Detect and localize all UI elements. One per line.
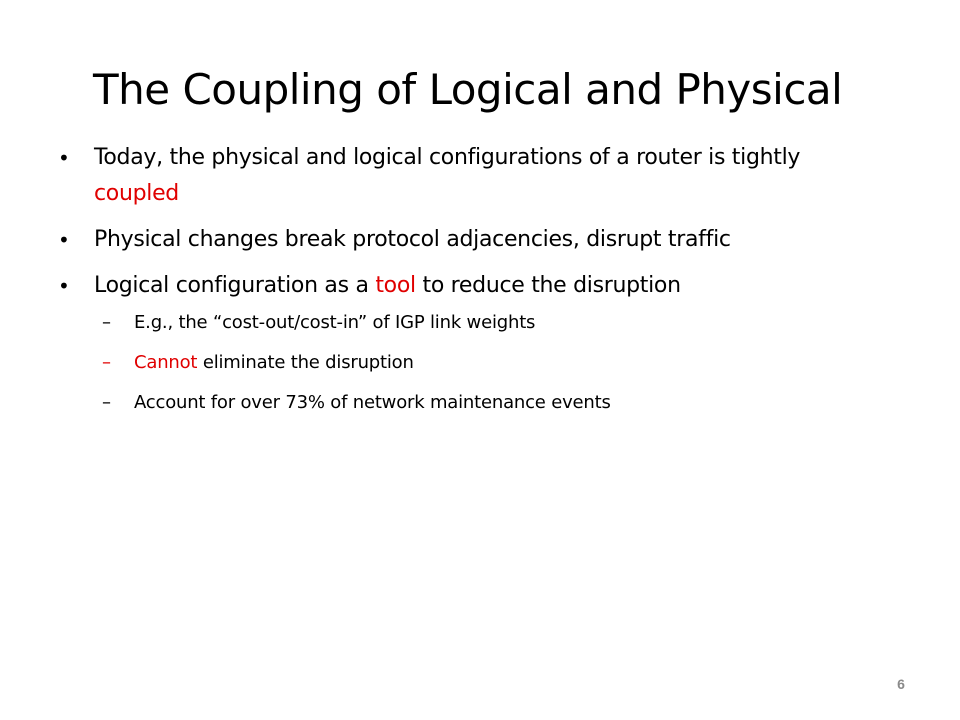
bullet-marker: • (58, 228, 70, 252)
sub-bullet-item (102, 350, 948, 376)
highlight-text: coupled (94, 181, 179, 206)
slide-title: The Coupling of Logical and Physical (93, 65, 843, 114)
sub-bullet-text: E.g., the “cost-out/cost-in” of IGP link weights (134, 312, 536, 333)
sub-bullet-marker: – (102, 392, 111, 413)
bullet-item (58, 268, 948, 304)
sub-bullet-item (102, 390, 948, 416)
highlight-text: tool (375, 273, 416, 298)
bullet-text: Today, the physical and logical configurations of a router is tightly (94, 145, 801, 170)
bullet-text: Physical changes break protocol adjacencies, disrupt traffic (94, 227, 731, 252)
bullet-item (58, 140, 948, 212)
sub-bullet-marker: – (102, 352, 111, 373)
sub-bullet-marker: – (102, 312, 111, 333)
bullet-list (58, 140, 948, 430)
bullet-marker: • (58, 274, 70, 298)
bullet-text: to reduce the disruption (415, 273, 681, 298)
highlight-text: Cannot (134, 352, 198, 373)
bullet-marker: • (58, 146, 70, 170)
sub-bullet-text: eliminate the disruption (197, 352, 414, 373)
sub-bullet-item (102, 310, 948, 336)
bullet-item (58, 222, 948, 258)
page-number: 6 (897, 676, 905, 692)
sub-bullet-text: Account for over 73% of network maintenance events (134, 392, 611, 413)
bullet-text: Logical configuration as a (94, 273, 376, 298)
